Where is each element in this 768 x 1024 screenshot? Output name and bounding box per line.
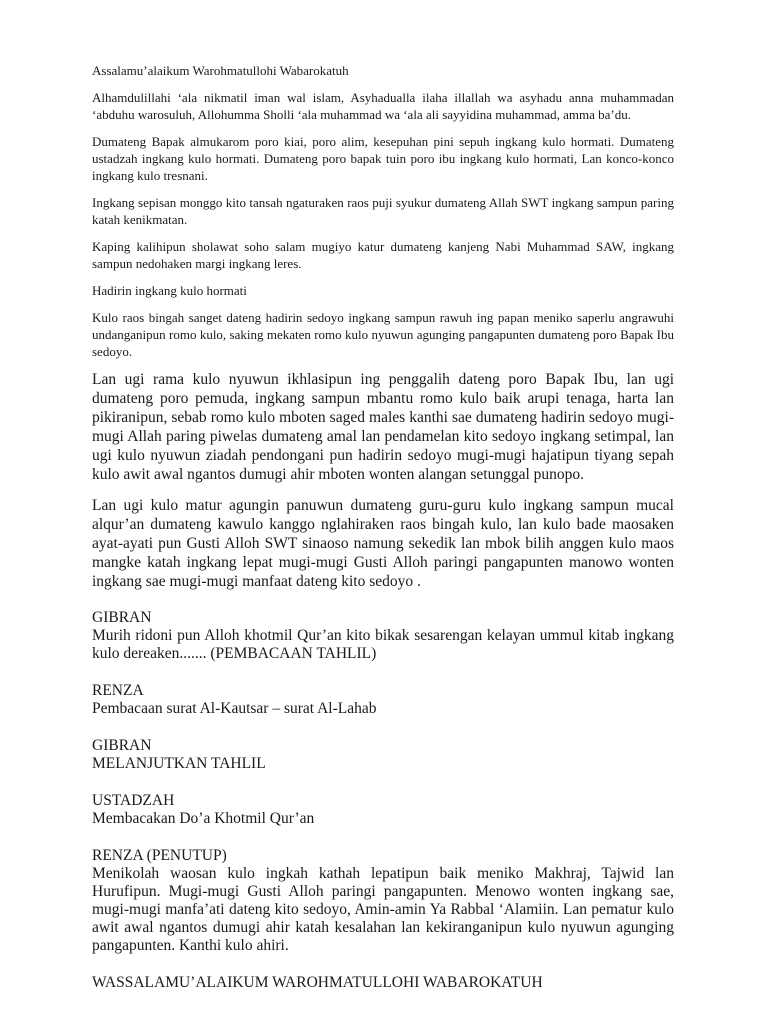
speaker-text: Menikolah waosan kulo ingkah kathah lepatipun baik meniko Makhraj, Tajwid lan Hurufipun. Mugi-mugi Gusti Alloh paringi pangapunten. Menowo wonten ingkang sae, mugi-mugi manfa’ati dateng kito sedoyo, Amin-amin Ya Rabbal ‘Alamiin. Lan pematur kulo awit awal ngantos dumugi ahir katah kesalahan lan kekiranganipun kulo nyuwun agunging pangapunten. Kanthi kulo ahiri. <box>92 865 674 954</box>
speaker-text: Murih ridoni pun Alloh khotmil Qur’an kito bikak sesarengan kelayan ummul kitab ingkang kulo dereaken....... (PEMBACAAN TAHLIL) <box>92 627 674 662</box>
speaker-name: USTADZAH <box>92 792 175 809</box>
speaker-block-renza-closing <box>92 847 674 955</box>
speaker-text: Pembacaan surat Al-Kautsar – surat Al-Lahab <box>92 700 377 717</box>
welcome-paragraph: Kulo raos bingah sanget dateng hadirin sedoyo ingkang sampun rawuh ing papan meniko saperlu angrawuhi undanganipun romo kulo, saking mekaten romo kulo nyuwun agunging pangapunten dumateng poro Bapak Ibu sedoyo. <box>92 310 674 359</box>
speaker-block-ustadzah <box>92 792 674 828</box>
speaker-name: RENZA <box>92 682 144 699</box>
speaker-name: RENZA (PENUTUP) <box>92 847 227 864</box>
document-page <box>92 62 674 992</box>
speaker-name: GIBRAN <box>92 609 152 626</box>
speaker-name: GIBRAN <box>92 737 152 754</box>
greeting: Assalamu’alaikum Warohmatullohi Wabarokatuh <box>92 63 349 78</box>
speaker-text: MELANJUTKAN TAHLIL <box>92 755 266 772</box>
gratitude-paragraph: Ingkang sepisan monggo kito tansah ngaturaken raos puji syukur dumateng Allah SWT ingkang sampun paring katah kenikmatan. <box>92 195 674 227</box>
thanks-paragraph: Lan ugi rama kulo nyuwun ikhlasipun ing penggalih dateng poro Bapak Ibu, lan ugi dumateng poro pemuda, ingkang sampun mbantu romo kulo baik arupi tenaga, harta lan pikiranipun, sebab romo kulo mboten saged males kanthi sae dumateng hadirin sedoyo mugi-mugi Allah paring piwelas dumateng amal lan pendamelan kito sedoyo ingkang setimpal, lan ugi kulo nyuwun ziadah pendongani pun hadirin sedoyo mugi-mugi hajatipun tiyang sepah kulo awit awal ngantos dumugi ahir mboten wonten alangan setunggal punopo. <box>92 371 674 483</box>
opening-paragraph: Alhamdulillahi ‘ala nikmatil iman wal islam, Asyhadualla ilaha illallah wa asyhadu anna muhammadan ‘abduhu warosuluh, Allohumma Sholli ‘ala muhammad wa ‘ala ali sayyidina muhammad, amma ba’du. <box>92 90 674 122</box>
sholawat-paragraph: Kaping kalihipun sholawat soho salam mugiyo katur dumateng kanjeng Nabi Muhammad SAW, ingkang sampun nedohaken margi ingkang leres. <box>92 239 674 271</box>
speaker-block-renza-1 <box>92 682 674 718</box>
closing-greeting: WASSALAMU’ALAIKUM WAROHMATULLOHI WABAROKATUH <box>92 974 543 991</box>
teachers-paragraph: Lan ugi kulo matur agungin panuwun dumateng guru-guru kulo ingkang sampun mucal alqur’an dumateng kawulo kanggo nglahiraken raos bingah kulo, lan kulo bade maosaken ayat-ayati pun Gusti Alloh SWT sinaoso namung sekedik lan mbok bilih anggen kulo maos mangke katah ingkang lepat mugi-mugi Gusti Alloh paringi pangapunten manowo wonten ingkang sae mugi-mugi manfaat dateng kito sedoyo . <box>92 497 674 590</box>
speaker-text: Membacakan Do’a Khotmil Qur’an <box>92 810 315 827</box>
speaker-block-gibran-2 <box>92 737 674 773</box>
speaker-block-gibran-1 <box>92 609 674 663</box>
respect-paragraph: Dumateng Bapak almukarom poro kiai, poro alim, kesepuhan pini sepuh ingkang kulo hormati. Dumateng ustadzah ingkang kulo hormati. Dumateng poro bapak tuin poro ibu ingkang kulo hormati, Lan konco-konco ingkang kulo tresnani. <box>92 134 674 183</box>
audience-address: Hadirin ingkang kulo hormati <box>92 283 247 298</box>
